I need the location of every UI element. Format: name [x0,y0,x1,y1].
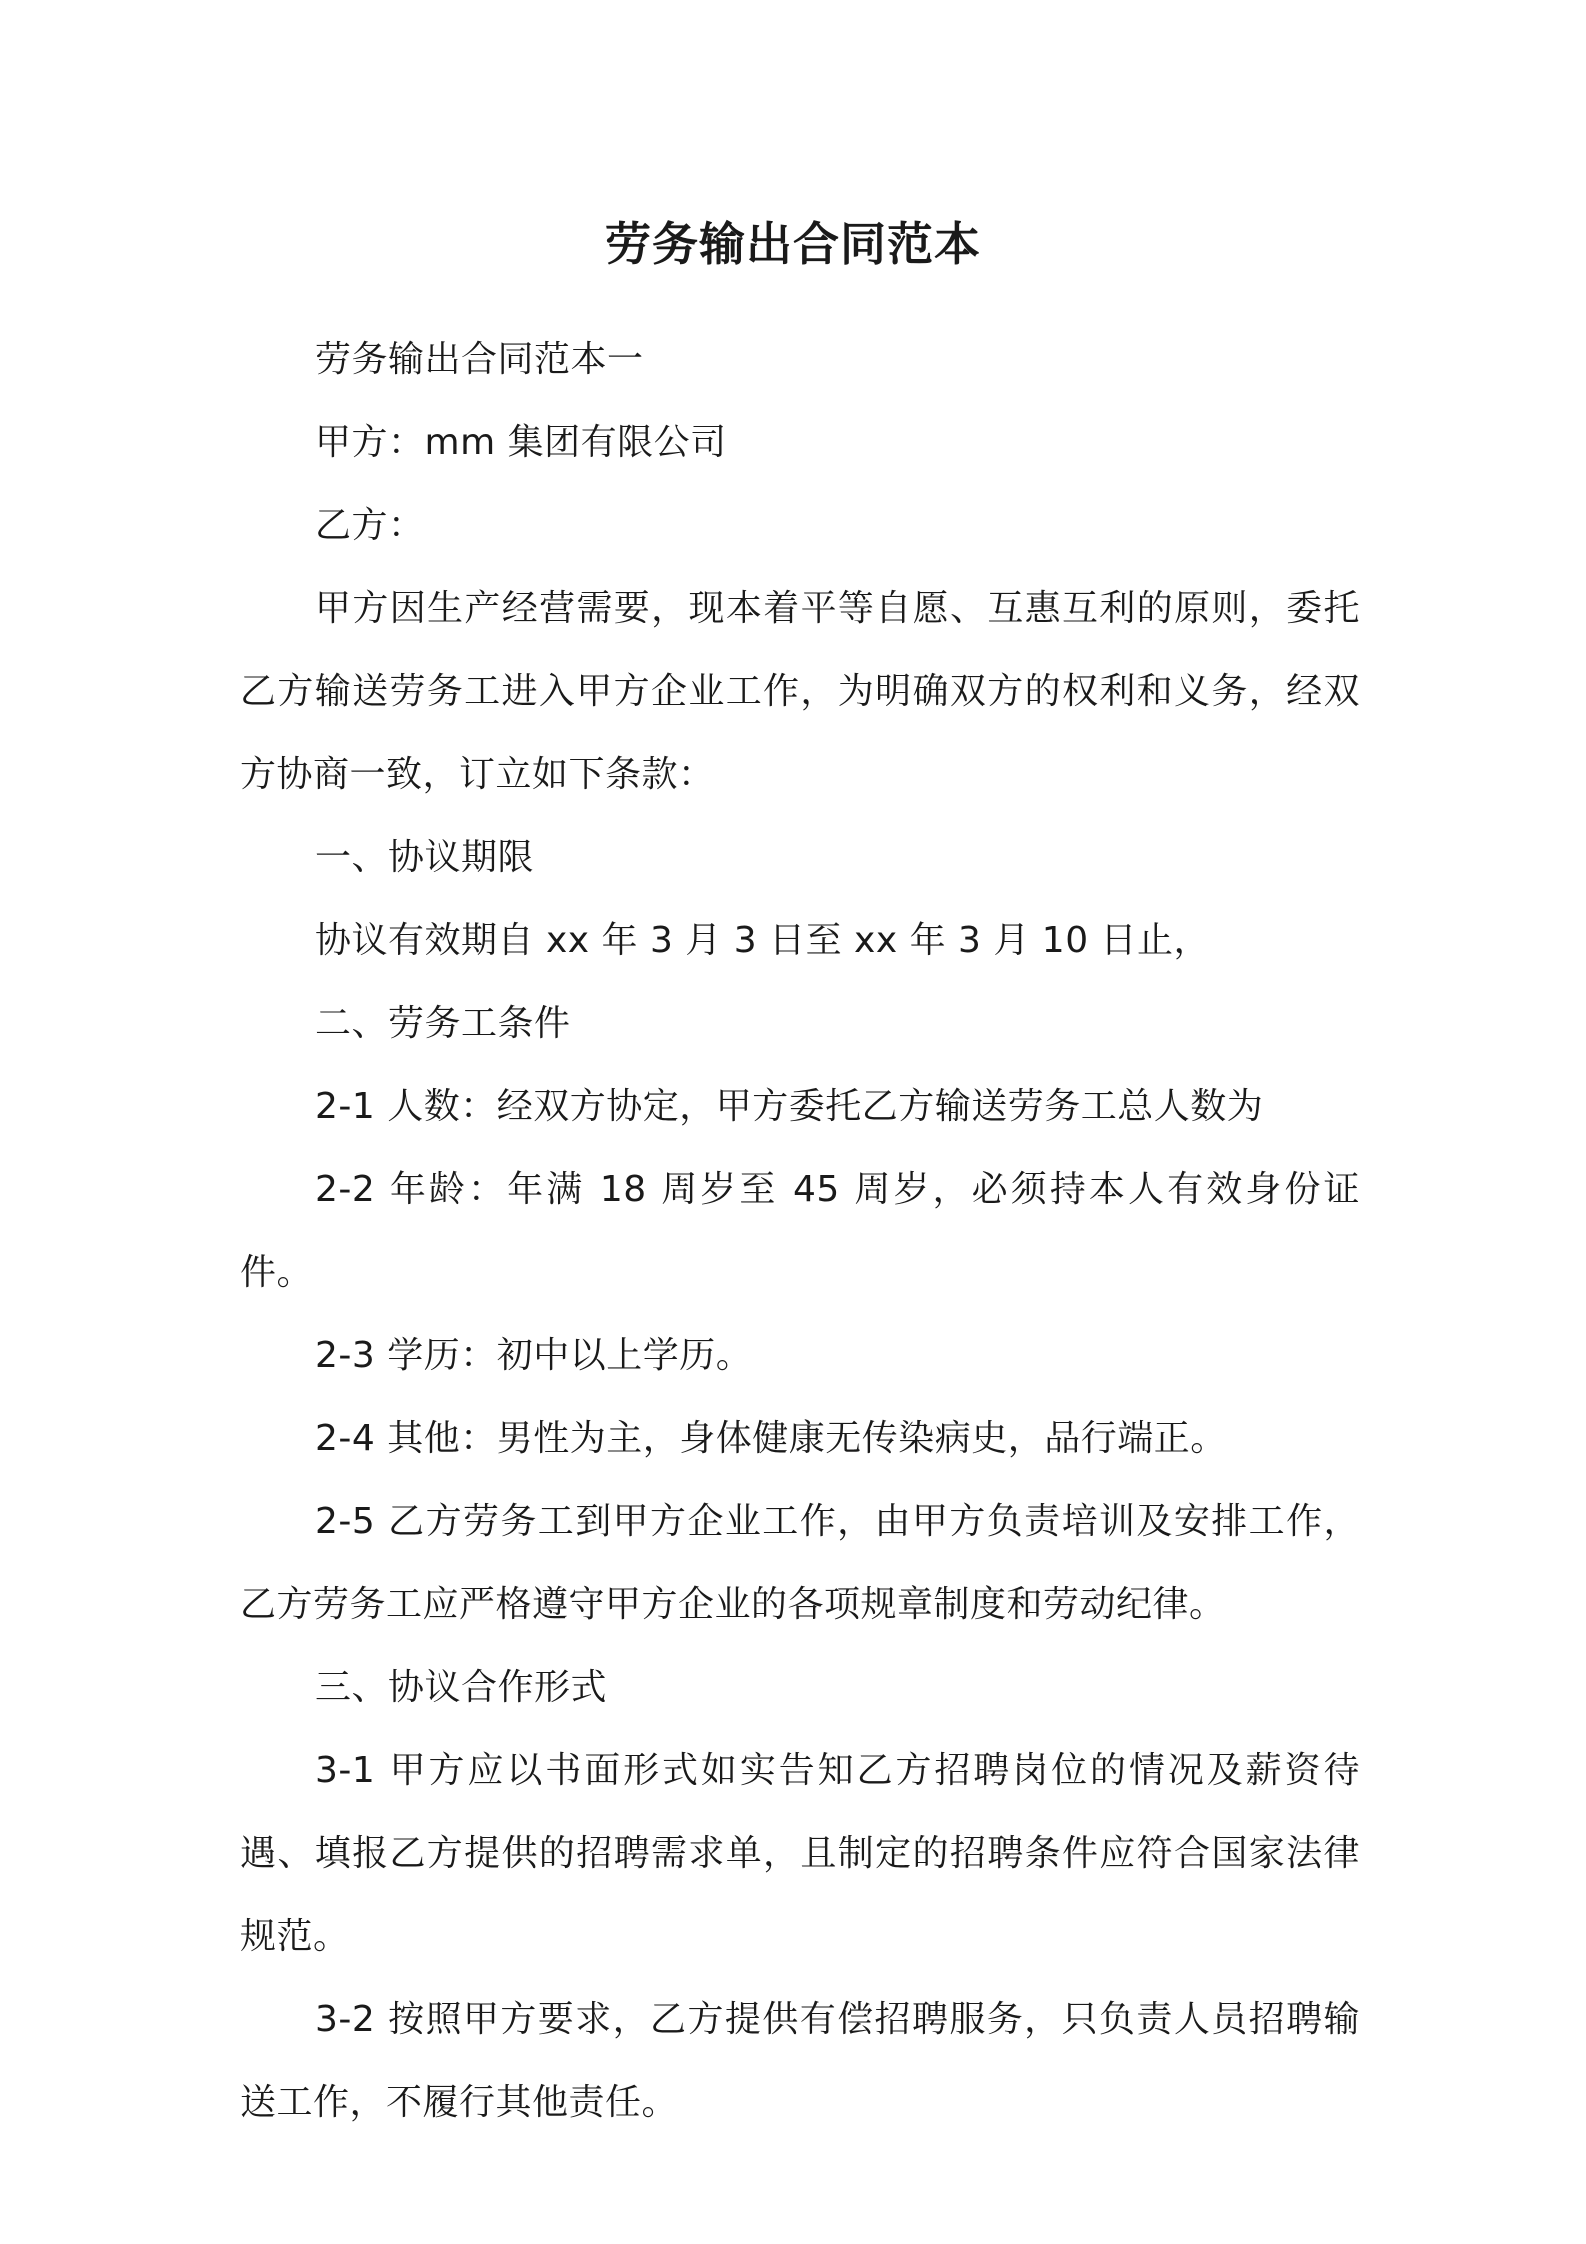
clause-2-4: 2-4 其他：男性为主，身体健康无传染病史，品行端正。 [315,1418,1227,1459]
clause-3-2: 3-2 按照甲方要求，乙方提供有偿招聘服务，只负责人员招聘输送工作，不履行其他责任。 [240,1999,1360,2123]
clause-2-1: 2-1 人数：经双方协定，甲方委托乙方输送劳务工总人数为 [315,1086,1264,1127]
paragraph-term: 协议有效期自 xx 年 3 月 3 日至 xx 年 3 月 10 日止， [315,920,1211,961]
document-title: 劳务输出合同范本 [605,217,981,271]
paragraph-party-a: 甲方：mm 集团有限公司 [315,422,727,463]
clause-2-2: 2-2 年龄：年满 18 周岁至 45 周岁，必须持本人有效身份证件。 [240,1169,1360,1293]
paragraph-subtitle: 劳务输出合同范本一 [315,339,644,380]
section-heading-conditions: 二、劳务工条件 [315,1003,571,1044]
clause-3-1: 3-1 甲方应以书面形式如实告知乙方招聘岗位的情况及薪资待遇、填报乙方提供的招聘需求单，且制定的招聘条件应符合国家法律规范。 [240,1750,1360,1957]
section-heading-term: 一、协议期限 [315,837,535,878]
paragraph-party-b: 乙方： [315,505,425,546]
clause-2-3: 2-3 学历：初中以上学历。 [315,1335,753,1376]
clause-2-5: 2-5 乙方劳务工到甲方企业工作，由甲方负责培训及安排工作，乙方劳务工应严格遵守甲方企业的各项规章制度和劳动纪律。 [240,1501,1360,1625]
section-heading-cooperation: 三、协议合作形式 [315,1667,608,1708]
document-body [240,318,1360,2144]
paragraph-preamble: 甲方因生产经营需要，现本着平等自愿、互惠互利的原则，委托乙方输送劳务工进入甲方企业工作，为明确双方的权利和义务，经双方协商一致，订立如下条款： [240,588,1360,795]
